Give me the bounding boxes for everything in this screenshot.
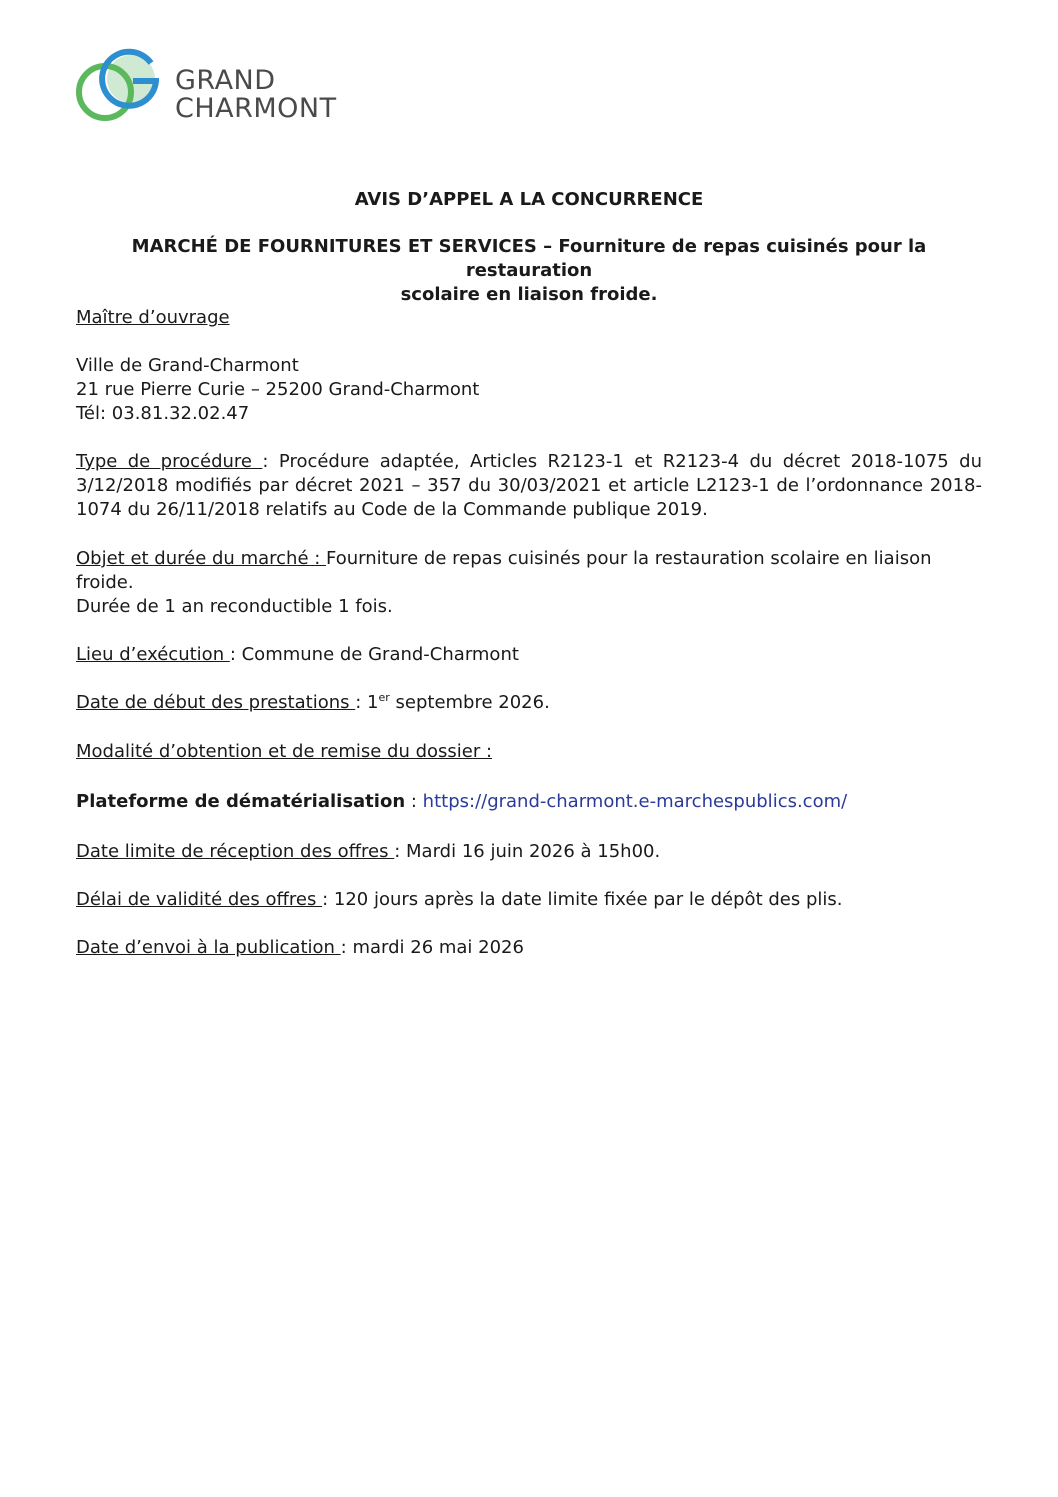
- maitre-block: [76, 354, 982, 426]
- grand-charmont-logo: [75, 45, 375, 127]
- page-subtitle: [76, 235, 982, 307]
- objet-duree: Durée de 1 an reconductible 1 fois.: [76, 596, 393, 617]
- logo-wordmark: [175, 67, 337, 123]
- envoi-text: : mardi 26 mai 2026: [340, 937, 524, 958]
- subtitle-line-2: scolaire en liaison froide.: [400, 284, 658, 305]
- objet-label: Objet et durée du marché :: [76, 548, 327, 569]
- logo-line-2: CHARMONT: [175, 93, 337, 124]
- limite-label: Date limite de réception des offres: [76, 841, 395, 862]
- subtitle-line-1: MARCHÉ DE FOURNITURES ET SERVICES – Fourniture de repas cuisinés pour la restauration: [131, 236, 927, 281]
- modalite-label: Modalité d’obtention et de remise du dossier :: [76, 741, 493, 762]
- plateforme-label: Plateforme de dématérialisation: [76, 791, 406, 812]
- lieu-text: : Commune de Grand-Charmont: [229, 644, 519, 665]
- lieu-paragraph: [76, 643, 982, 667]
- maitre-address: 21 rue Pierre Curie – 25200 Grand-Charmont: [76, 379, 480, 400]
- limite-paragraph: [76, 840, 982, 864]
- debut-sup: er: [378, 691, 390, 704]
- modalite-paragraph: [76, 740, 982, 764]
- objet-paragraph: [76, 547, 982, 619]
- maitre-name: Ville de Grand-Charmont: [76, 355, 299, 376]
- validite-paragraph: [76, 888, 982, 912]
- maitre-heading: [76, 306, 982, 330]
- debut-paragraph: [76, 691, 982, 715]
- envoi-paragraph: [76, 936, 982, 960]
- envoi-label: Date d’envoi à la publication: [76, 937, 341, 958]
- validite-label: Délai de validité des offres: [76, 889, 323, 910]
- plateforme-sep: :: [405, 791, 423, 812]
- maitre-tel: Tél: 03.81.32.02.47: [76, 403, 250, 424]
- validite-text: : 120 jours après la date limite fixée par le dépôt des plis.: [322, 889, 843, 910]
- plateforme-link[interactable]: https://grand-charmont.e-marchespublics.com/: [422, 791, 848, 812]
- debut-text: septembre 2026.: [389, 692, 550, 713]
- page-title: AVIS D’APPEL A LA CONCURRENCE: [354, 189, 704, 210]
- logo-mark-icon: [75, 45, 159, 127]
- limite-text: : Mardi 16 juin 2026 à 15h00.: [394, 841, 661, 862]
- maitre-label: Maître d’ouvrage: [76, 307, 230, 328]
- procedure-paragraph: [76, 450, 982, 522]
- procedure-label: Type de procédure: [76, 451, 263, 472]
- plateforme-paragraph: [76, 790, 982, 814]
- procedure-text: : Procédure adaptée, Articles R2123-1 et R2123-4 du décret 2018-1075 du 3/12/2018 modifiés par décret 2021 – 357 du 30/03/2021 et article L2123-1 de l’ordonnance 2018-1074 du 26/11/2018 relatifs au Code de la Commande publique 2019.: [76, 451, 982, 520]
- debut-sep: : 1: [355, 692, 379, 713]
- objet-text: Fourniture de repas cuisinés pour la restauration scolaire en liaison froide.: [76, 548, 932, 593]
- debut-label: Date de début des prestations: [76, 692, 356, 713]
- lieu-label: Lieu d’exécution: [76, 644, 230, 665]
- logo-line-1: GRAND: [175, 65, 276, 96]
